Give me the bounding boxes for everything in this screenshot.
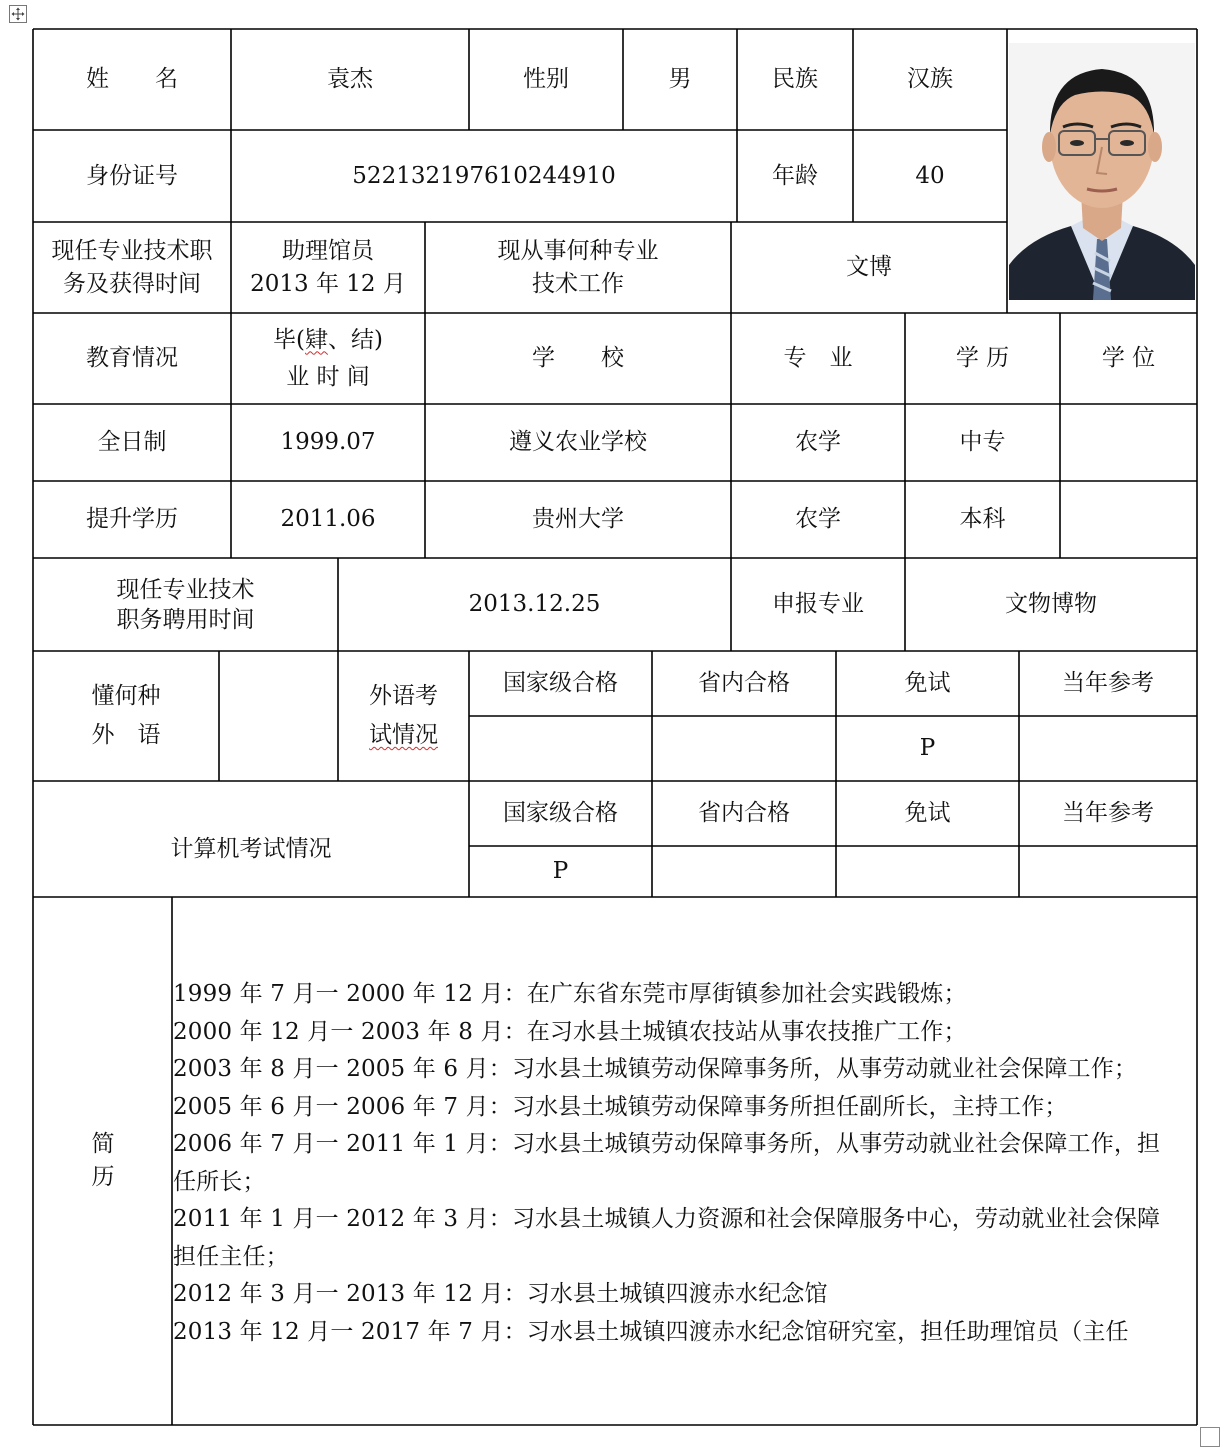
gender-label: 性别 [523,66,569,92]
age-value[interactable]: 40 [915,162,945,189]
computer-exam-label: 计算机考试情况 [170,835,332,862]
education-degree[interactable]: 中专 [959,429,1006,455]
major-label: 专 业 [783,345,853,371]
current-title-date: 2013 年 12 月 [250,270,406,297]
language-provincial-header: 省内合格 [698,670,790,696]
language-exam-label-line2: 试情况 [369,722,438,748]
resume-line: 2011 年 1 月一 2012 年 3 月：习水县土城镇人力资源和社会保障服务中心，劳动就业社会保障 [173,1206,1161,1232]
id-number-label: 身份证号 [86,162,178,189]
language-exempt-value[interactable]: P [919,735,936,761]
education-school[interactable]: 遵义农业学校 [509,429,647,455]
table-resize-handle[interactable] [1200,1427,1220,1447]
current-title-value: 助理馆员 [282,237,374,264]
education-label: 教育情况 [86,345,178,371]
computer-exempt-value[interactable] [836,846,1019,897]
education-diploma[interactable] [1060,404,1197,481]
diploma-label: 学 位 [1101,345,1156,371]
language-provincial-value[interactable] [652,716,836,781]
name-label: 姓 名 [86,66,178,92]
apply-major-label: 申报专业 [772,591,864,617]
appointment-label: 现任专业技术 职务聘用时间 [116,576,255,633]
graduation-time-label [231,313,425,404]
current-title-cell[interactable] [231,222,425,313]
computer-national-header: 国家级合格 [503,800,618,826]
language-current-year-value[interactable] [1019,716,1197,781]
education-diploma[interactable] [1060,481,1197,558]
ethnicity-value[interactable]: 汉族 [907,66,953,92]
gender-value[interactable]: 男 [668,66,692,92]
language-exam-label [338,651,469,781]
computer-national-value[interactable]: P [552,858,569,884]
education-school[interactable]: 贵州大学 [532,506,624,532]
education-time[interactable]: 2011.06 [280,506,376,532]
education-degree[interactable]: 本科 [959,506,1006,532]
resume-text[interactable] [173,976,1195,1351]
language-national-value[interactable] [469,716,652,781]
computer-exempt-header: 免试 [904,800,951,826]
computer-provincial-value[interactable] [652,846,836,897]
current-title-label: 现任专业技术职 务及获得时间 [51,237,213,297]
education-major[interactable]: 农学 [795,429,841,455]
applicant-photo [1009,43,1195,300]
name-value[interactable]: 袁杰 [327,66,373,92]
resume-label: 简 历 [91,1131,115,1190]
resume-line: 2006 年 7 月一 2011 年 1 月：习水县土城镇劳动保障事务所，从事劳动就业社会保障工作，担 [173,1131,1161,1157]
current-work-value[interactable]: 文博 [846,254,892,280]
language-exam-label-line1: 外语考 [369,683,438,709]
graduation-time-label-line2: 业 时 间 [286,363,370,390]
spellcheck-underline: 肄 [305,326,328,353]
computer-provincial-header: 省内合格 [698,800,790,826]
language-current-year-header: 当年参考 [1062,670,1154,696]
resume-line: 2012 年 3 月一 2013 年 12 月：习水县土城镇四渡赤水纪念馆 [173,1281,828,1307]
language-national-header: 国家级合格 [503,670,618,696]
graduation-time-label-line1: 毕(肄、结) [273,326,383,353]
education-type: 全日制 [97,429,167,455]
resume-line: 2003 年 8 月一 2005 年 6 月：习水县土城镇劳动保障事务所，从事劳动就业社会保障工作； [173,1056,1138,1082]
resume-line: 任所长； [173,1168,266,1195]
education-time[interactable]: 1999.07 [280,429,376,455]
ethnicity-label: 民族 [772,66,818,92]
age-label: 年龄 [772,162,818,189]
current-work-label: 现从事何种专业 技术工作 [497,237,659,297]
resume-line: 担任主任； [173,1243,289,1270]
foreign-language-label: 懂何种 外 语 [91,683,161,748]
computer-current-year-header: 当年参考 [1062,800,1154,826]
apply-major-value[interactable]: 文物博物 [1005,591,1097,617]
language-exempt-header: 免试 [904,670,951,696]
education-type: 提升学历 [86,506,178,532]
resume-line: 1999 年 7 月一 2000 年 12 月：在广东省东莞市厚街镇参加社会实践锻炼； [173,981,967,1007]
id-number-value[interactable]: 522132197610244910 [352,162,616,189]
resume-line: 2005 年 6 月一 2006 年 7 月：习水县土城镇劳动保障事务所担任副所长，主持工作； [173,1093,1068,1120]
resume-line: 2000 年 12 月一 2003 年 8 月：在习水县土城镇农技站从事农技推广工作； [173,1018,967,1045]
education-major[interactable]: 农学 [795,506,841,532]
resume-line: 2013 年 12 月一 2017 年 7 月：习水县土城镇四渡赤水纪念馆研究室，担任助理馆员（主任 [173,1318,1129,1345]
appointment-date[interactable]: 2013.12.25 [468,591,601,617]
school-label: 学 校 [532,345,624,371]
foreign-language-value[interactable] [219,651,338,781]
computer-current-year-value[interactable] [1019,846,1197,897]
degree-label: 学 历 [955,345,1010,371]
